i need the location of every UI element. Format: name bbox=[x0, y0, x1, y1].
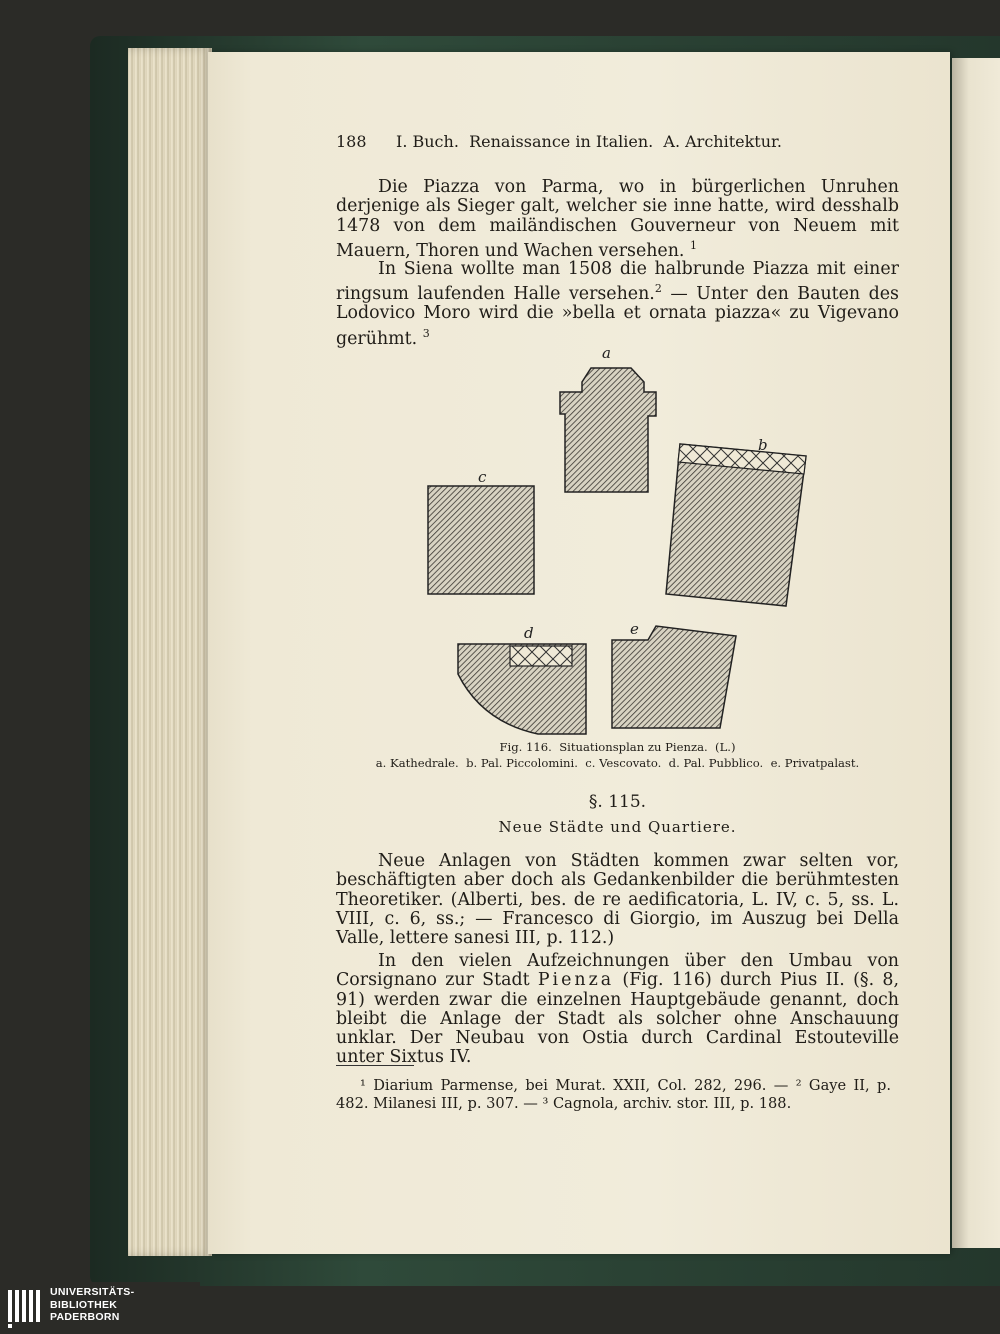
footnote-text: ¹ Diarium Parmense, bei Murat. XXII, Col. 282, 296. — ² Gaye II, p. 482. Milanesi III, p. 307. — ³ Cagnola, archiv. stor. III, p. 188. bbox=[336, 1077, 891, 1112]
plan-e-privatpalast bbox=[612, 626, 736, 728]
library-logo-icon bbox=[6, 1286, 46, 1330]
paragraph-neue-anlagen bbox=[336, 852, 899, 948]
paragraph-text: — Unter den Bauten des Lodovico Moro wird die »bella et ornata piazza« zu Vigevano gerühmt. bbox=[336, 284, 899, 349]
library-name-line: BIBLIOTHEK bbox=[50, 1298, 118, 1311]
footnotes bbox=[336, 1077, 891, 1113]
running-title: I. Buch. Renaissance in Italien. A. Architektur. bbox=[396, 132, 783, 151]
figure-116 bbox=[420, 344, 820, 739]
footnote-ref: 2 bbox=[654, 282, 662, 296]
library-name-line: PADERBORN bbox=[50, 1311, 120, 1323]
facing-page-edge bbox=[952, 58, 1000, 1248]
footnote-ref: 1 bbox=[690, 238, 697, 252]
paragraph-parma bbox=[336, 178, 899, 261]
label-b: b bbox=[758, 436, 768, 454]
site-plan-drawing bbox=[420, 344, 820, 739]
section-number: §. 115. bbox=[588, 792, 647, 812]
plan-a-cathedral bbox=[560, 368, 656, 492]
paragraph-text: In den vielen Aufzeichnungen über den Umbau von Corsignano zur Stadt bbox=[336, 951, 899, 991]
paragraph-text: Neue Anlagen von Städten kommen zwar selten vor, beschäftigten aber doch als Gedankenbilder die berühmtesten Theoretiker. (Alberti, bes. de re aedificatoria, L. IV, c. 5, ss. L. VIII, c. 6, ss.; — Francesco di Giorgio, im Auszug bei Della Valle, lettere sanesi III, p. 112.) bbox=[336, 851, 899, 949]
paragraph-text: (Fig. 116) durch Pius II. (§. 8, 91) werden zwar die einzelnen Hauptgebäude genannt, doch bleibt die Anlage der Stadt als solcher ohne Anschauung unklar. Der Neubau von Ostia durch Cardinal Estouteville unter Sixtus IV. bbox=[336, 970, 899, 1068]
label-d: d bbox=[524, 624, 534, 642]
running-head bbox=[336, 132, 806, 151]
figure-caption bbox=[336, 739, 899, 771]
section-title: Neue Städte und Quartiere. bbox=[498, 818, 737, 836]
page-number: 188 bbox=[336, 132, 367, 151]
library-name bbox=[50, 1286, 134, 1324]
paragraph-text: Die Piazza von Parma, wo in bürgerlichen Unruhen derjenige als Sieger galt, welcher sie inne hatte, wird desshalb 1478 von dem mailändischen Gouverneur von Neuem mit Mauern, Thoren und Wachen versehen. bbox=[336, 177, 899, 261]
label-a: a bbox=[602, 344, 611, 362]
paragraph-text: In Siena wollte man 1508 die halbrunde Piazza mit einer ringsum laufenden Halle versehen. bbox=[336, 259, 899, 305]
label-c: c bbox=[478, 468, 487, 486]
paragraph-siena bbox=[336, 260, 899, 349]
library-name-line: UNIVERSITÄTS- bbox=[50, 1286, 135, 1298]
plan-c-vescovato bbox=[428, 486, 534, 594]
plan-d-loggia bbox=[510, 646, 572, 666]
footnote-rule bbox=[336, 1065, 414, 1066]
caption-legend: a. Kathedrale. b. Pal. Piccolomini. c. Vescovato. d. Pal. Pubblico. e. Privatpalast. bbox=[375, 756, 860, 770]
paragraph-pienza bbox=[336, 952, 899, 1068]
caption-title: Fig. 116. Situationsplan zu Pienza. (L.) bbox=[499, 740, 736, 754]
label-e: e bbox=[630, 620, 639, 638]
spaced-word-pienza: Pienza bbox=[537, 970, 615, 991]
footnote-ref: 3 bbox=[422, 326, 430, 340]
library-logo bbox=[0, 1282, 200, 1334]
page-edges bbox=[128, 48, 212, 1256]
